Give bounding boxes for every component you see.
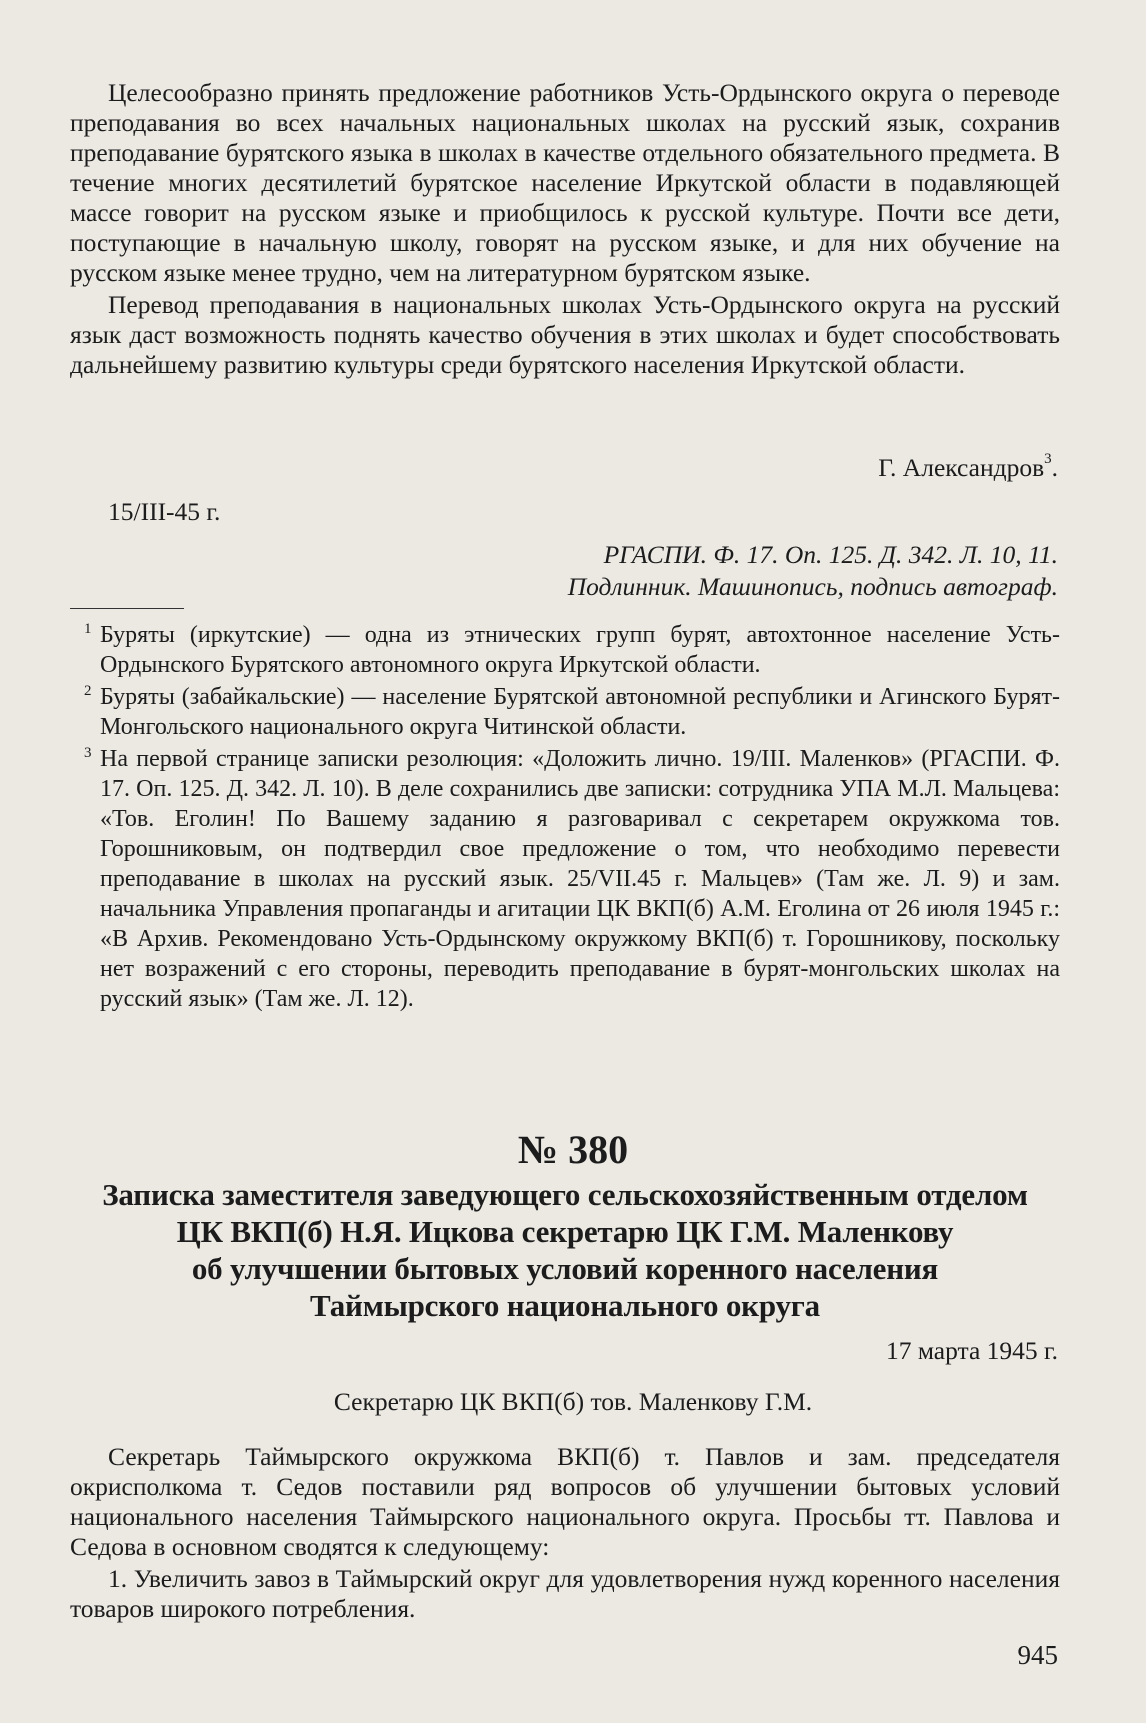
addressee: Секретарю ЦК ВКП(б) тов. Маленкову Г.М. xyxy=(333,1387,813,1416)
signature-date: 15/III-45 г. xyxy=(108,497,221,526)
footnotes xyxy=(70,620,1060,1014)
title-line: ЦК ВКП(б) Н.Я. Ицкова секретарю ЦК Г.М. Маленкову xyxy=(176,1214,954,1249)
footnote-3-mark: 3 xyxy=(84,745,92,761)
document-title xyxy=(70,1176,1060,1324)
footnote-1 xyxy=(70,620,1060,680)
archive-description: Подлинник. Машинопись, подпись автограф. xyxy=(567,572,1058,601)
paragraph-2: Перевод преподавания в национальных школах Усть-Ордынского округа на русский язык даст возможность поднять качество обучения в этих школах и будет способствовать дальнейшему развитию культуры среди бурятского населения Иркутской области. xyxy=(70,290,1060,379)
archive-reference-block xyxy=(568,539,1058,603)
footnote-2-mark: 2 xyxy=(84,683,92,699)
body-paragraph-1: Секретарь Таймырского окружкома ВКП(б) т. Павлов и зам. председателя окрисполкома т. Седов поставили ряд вопросов об улучшении бытовых условий национального населения Таймырского национального округа. Просьбы тт. Павлова и Седова в основном сводятся к следующему: xyxy=(70,1442,1060,1561)
signature-name: Г. Александров xyxy=(878,453,1045,482)
footnote-divider xyxy=(70,608,184,609)
footnote-2-text: Буряты (забайкальские) — население Бурятской автономной республики и Агинского Бурят-Монгольского национального округа Читинской области. xyxy=(100,684,1060,740)
body-paragraph-2: 1. Увеличить завоз в Таймырский округ для удовлетворения нужд коренного населения товаров широкого потребления. xyxy=(70,1564,1060,1623)
page-number: 945 xyxy=(1017,1640,1058,1670)
top-text xyxy=(70,78,1060,380)
title-line: Записка заместителя заведующего сельскохозяйственным отделом xyxy=(102,1177,1028,1212)
footnote-ref-3: 3 xyxy=(1044,451,1052,467)
footnote-1-mark: 1 xyxy=(84,621,92,637)
title-line: об улучшении бытовых условий коренного населения xyxy=(191,1251,939,1286)
title-line: Таймырского национального округа xyxy=(310,1288,820,1323)
paragraph-1: Целесообразно принять предложение работников Усть-Ордынского округа о переводе преподавания во всех начальных национальных школах на русский язык, сохранив преподавание бурятского языка в школах в качестве отдельного обязательного предмета. В течение многих десятилетий бурятское население Иркутской области в подавляющей массе говорит на русском языке и приобщилось к русской культуре. Почти все дети, поступающие в начальную школу, говорят на русском языке, и для них обучение на русском языке менее трудно, чем на литературном бурятском языке. xyxy=(70,78,1060,287)
document-body xyxy=(70,1442,1060,1624)
document-number: № 380 xyxy=(517,1127,629,1172)
document-date: 17 марта 1945 г. xyxy=(885,1336,1058,1365)
footnote-3-text: На первой странице записки резолюция: «Доложить лично. 19/III. Маленков» (РГАСПИ. Ф. 17. Оп. 125. Д. 342. Л. 10). В деле сохранились две записки: сотрудника УПА М.Л. Мальцева: «Тов. Еголин! По Вашему заданию я разговаривал с секретарем окружкома тов. Горошниковым, он подтвердил свое предложение о том, что необходимо перевести преподавание в школах на русский язык. 25/VII.45 г. Мальцев» (Там же. Л. 9) и зам. начальника Управления пропаганды и агитации ЦК ВКП(б) А.М. Еголина от 26 июля 1945 г.: «В Архив. Рекомендовано Усть-Ордынскому окружкому ВКП(б) т. Горошникову, поскольку нет возражений с его стороны, переводить преподавание в бурят-монгольских школах на русский язык» (Там же. Л. 12). xyxy=(100,746,1060,1012)
signature: Г. Александров$^3$. xyxy=(878,451,1058,482)
archive-reference: РГАСПИ. Ф. 17. Оп. 125. Д. 342. Л. 10, 11. xyxy=(603,540,1058,569)
footnote-3 xyxy=(70,744,1060,1014)
footnote-1-text: Буряты (иркутские) — одна из этнических групп бурят, автохтонное население Усть-Ордынского Бурятского автономного округа Иркутской области. xyxy=(100,622,1060,678)
footnote-2 xyxy=(70,682,1060,742)
